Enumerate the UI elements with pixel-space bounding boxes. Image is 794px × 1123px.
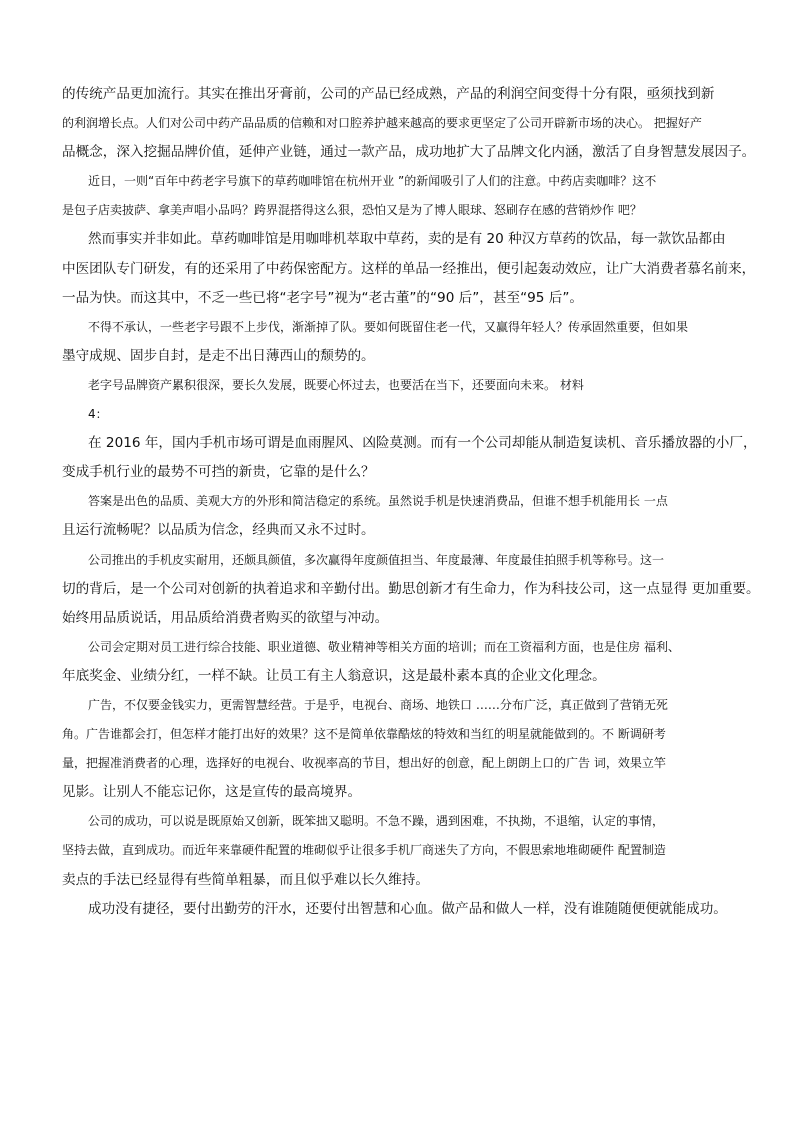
- text-line: 角。广告谁都会打，但怎样才能打出好的效果？这不是简单依靠酷炫的特效和当红的明星就能做到的。不 断调研考: [62, 727, 666, 742]
- text-line: 年底奖金、业绩分红，一样不缺。让员工有主人翁意识，这是最朴素本真的企业文化理念。: [62, 667, 606, 684]
- text-line: 不得不承认，一些老字号跟不上步伐，渐渐掉了队。要如何既留住老一代，又赢得年轻人？传承固然重要，但如果: [88, 319, 689, 334]
- text-line: 一品为快。而这其中，不乏一些已将“老字号”视为“老古董”的“90 后”，甚至“95 后”。: [62, 289, 583, 306]
- text-line: 成功没有捷径，要付出勤劳的汗水，还要付出智慧和心血。做产品和做人一样，没有谁随随便便就能成功。: [88, 900, 727, 917]
- text-line: 的利润增长点。人们对公司中药产品品质的信赖和对口腔养护越来越高的要求更坚定了公司开辟新市场的决心。 把握好产: [62, 116, 702, 131]
- text-line: 公司推出的手机皮实耐用，还颇具颜值，多次赢得年度颜值担当、年度最薄、年度最佳拍照手机等称号。这一: [88, 552, 665, 567]
- text-line: 切的背后，是一个公司对创新的执着追求和辛勤付出。勤思创新才有生命力，作为科技公司，这一点显得 更加重要。: [62, 580, 760, 597]
- document-body: [62, 84, 760, 928]
- text-line: 始终用品质说话，用品质给消费者购买的欲望与冲动。: [62, 609, 389, 626]
- text-line: 答案是出色的品质、美观大方的外形和简洁稳定的系统。虽然说手机是快速消费品，但谁不想手机能用长 一点: [88, 494, 668, 509]
- text-line: 4：: [88, 407, 108, 422]
- text-line: 近日，一则“百年中药老字号旗下的草药咖啡馆在杭州开业 ”的新闻吸引了人们的注意。中药店卖咖啡？这不: [88, 174, 657, 189]
- text-line: 墨守成规、固步自封，是走不出日薄西山的颓势的。: [62, 347, 375, 364]
- text-line: 坚持去做，直到成功。而近年来靠硬件配置的堆砌似乎让很多手机厂商迷失了方向，不假思索地堆砌硬件 配置制造: [62, 843, 666, 858]
- text-line: 见影。让别人不能忘记你，这是宣传的最高境界。: [62, 784, 362, 801]
- text-line: 且运行流畅呢？以品质为信念，经典而又永不过时。: [62, 522, 375, 539]
- text-line: 量，把握准消费者的心理，选择好的电视台、收视率高的节目，想出好的创意，配上朗朗上口的广告 词，效果立竿: [62, 756, 666, 771]
- text-line: 广告，不仅要金钱实力，更需智慧经营。于是乎，电视台、商场、地铁口 ……分布广泛，真正做到了营销无死: [88, 697, 668, 712]
- text-line: 卖点的手法已经显得有些简单粗暴，而且似乎难以长久维持。: [62, 871, 430, 888]
- text-line: 然而事实并非如此。草药咖啡馆是用咖啡机萃取中草药，卖的是有 20 种汉方草药的饮品，每一款饮品都由: [88, 231, 726, 248]
- text-line: 公司会定期对员工进行综合技能、职业道德、敬业精神等相关方面的培训；而在工资福利方面，也是住房 福利、: [88, 639, 680, 654]
- text-line: 变成手机行业的最势不可挡的新贵，它靠的是什么？: [62, 464, 375, 481]
- text-line: 老字号品牌资产累积很深，要长久发展，既要心怀过去，也要活在当下，还要面向未来。 材料: [88, 377, 584, 392]
- text-line: 品概念，深入挖掘品牌价值，延伸产业链，通过一款产品，成功地扩大了品牌文化内涵，激活了自身智慧发展因子。: [62, 144, 756, 161]
- text-line: 中医团队专门研发，有的还采用了中药保密配方。这样的单品一经推出，便引起轰动效应，让广大消费者慕名前来，: [62, 260, 756, 277]
- text-line: 是包子店卖披萨、拿美声唱小品吗？跨界混搭得这么狠，恐怕又是为了博人眼球、怒刷存在感的营销炒作 吧？: [62, 203, 642, 218]
- text-line: 的传统产品更加流行。其实在推出牙膏前，公司的产品已经成熟，产品的利润空间变得十分有限，亟须找到新: [62, 86, 715, 102]
- text-line: 在 2016 年，国内手机市场可谓是血雨腥风、凶险莫测。而有一个公司却能从制造复读机、音乐播放器的小厂，: [88, 435, 757, 452]
- text-line: 公司的成功，可以说是既原始又创新，既笨拙又聪明。不急不躁，遇到困难，不执拗，不退缩，认定的事情，: [88, 814, 665, 829]
